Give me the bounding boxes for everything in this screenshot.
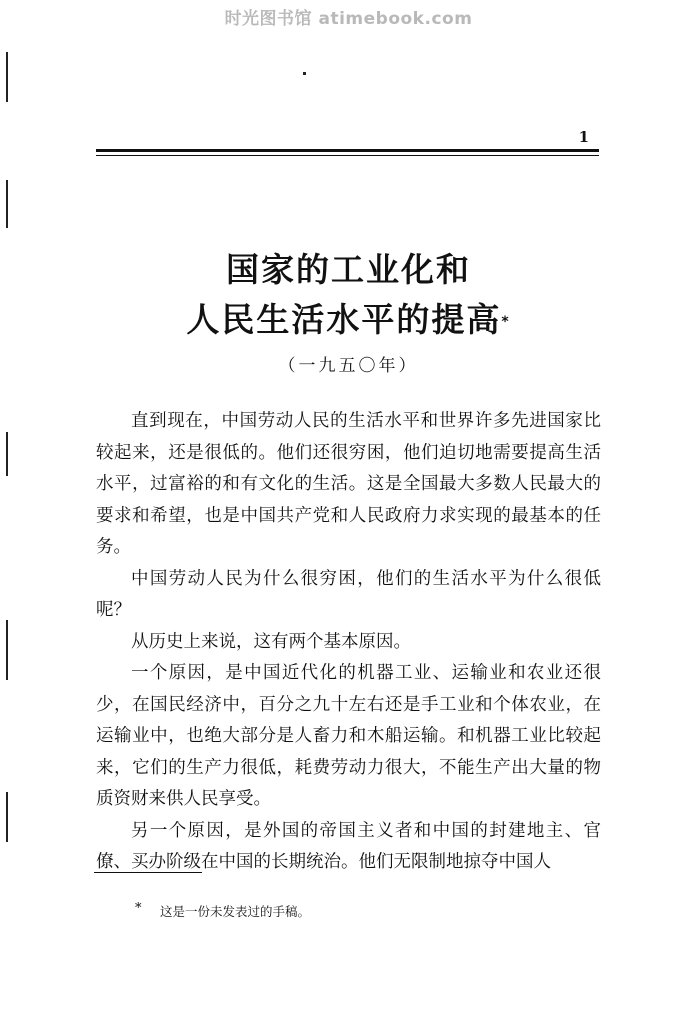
scan-artifact-5	[6, 792, 8, 842]
paragraph-1: 直到现在，中国劳动人民的生活水平和世界许多先进国家比较起来，还是很低的。他们还很穷困，他们迫切地需要提高生活水平，过富裕的和有文化的生活。这是全国最大多数人民最大的要求和希望，也是中国共产党和人民政府力求实现的最基本的任务。	[96, 411, 601, 557]
scan-artifact-1	[6, 52, 8, 102]
header-rule	[96, 149, 599, 156]
title-line-1: 国家的工业化和	[226, 250, 471, 289]
scan-dot	[303, 72, 306, 75]
scan-artifact-3	[6, 432, 8, 476]
page-number: 1	[578, 128, 589, 146]
scan-artifact-2	[6, 180, 8, 228]
page-title	[0, 245, 697, 345]
footnote-marker: *	[135, 901, 142, 916]
footnote-rule	[94, 872, 202, 873]
footnote: 这是一份未发表过的手稿。	[160, 904, 311, 919]
title-line-2-text: 人民生活水平的提高	[186, 300, 502, 339]
paragraph-5: 另一个原因，是外国的帝国主义者和中国的封建地主、官僚、买办阶级在中国的长期统治。他们无限制地掠夺中国人	[96, 820, 601, 872]
scan-artifact-4	[6, 620, 8, 680]
body-text	[96, 406, 601, 879]
paragraph-3: 从历史上来说，这有两个基本原因。	[131, 631, 411, 652]
date-line: （一九五〇年）	[278, 356, 419, 376]
title-note-marker: *	[501, 314, 511, 330]
paragraph-4: 一个原因，是中国近代化的机器工业、运输业和农业还很少，在国民经济中，百分之九十左右还是手工业和个体农业，在运输业中，也绝大部分是人畜力和木船运输。和机器工业比较起来，它们的生产力很低，耗费劳动力很大，不能生产出大量的物质资财来供人民享受。	[96, 663, 601, 809]
title-line-2	[0, 295, 697, 345]
watermark: 时光图书馆 atimebook.com	[224, 9, 473, 29]
paragraph-2: 中国劳动人民为什么很穷困，他们的生活水平为什么很低呢？	[96, 568, 601, 620]
